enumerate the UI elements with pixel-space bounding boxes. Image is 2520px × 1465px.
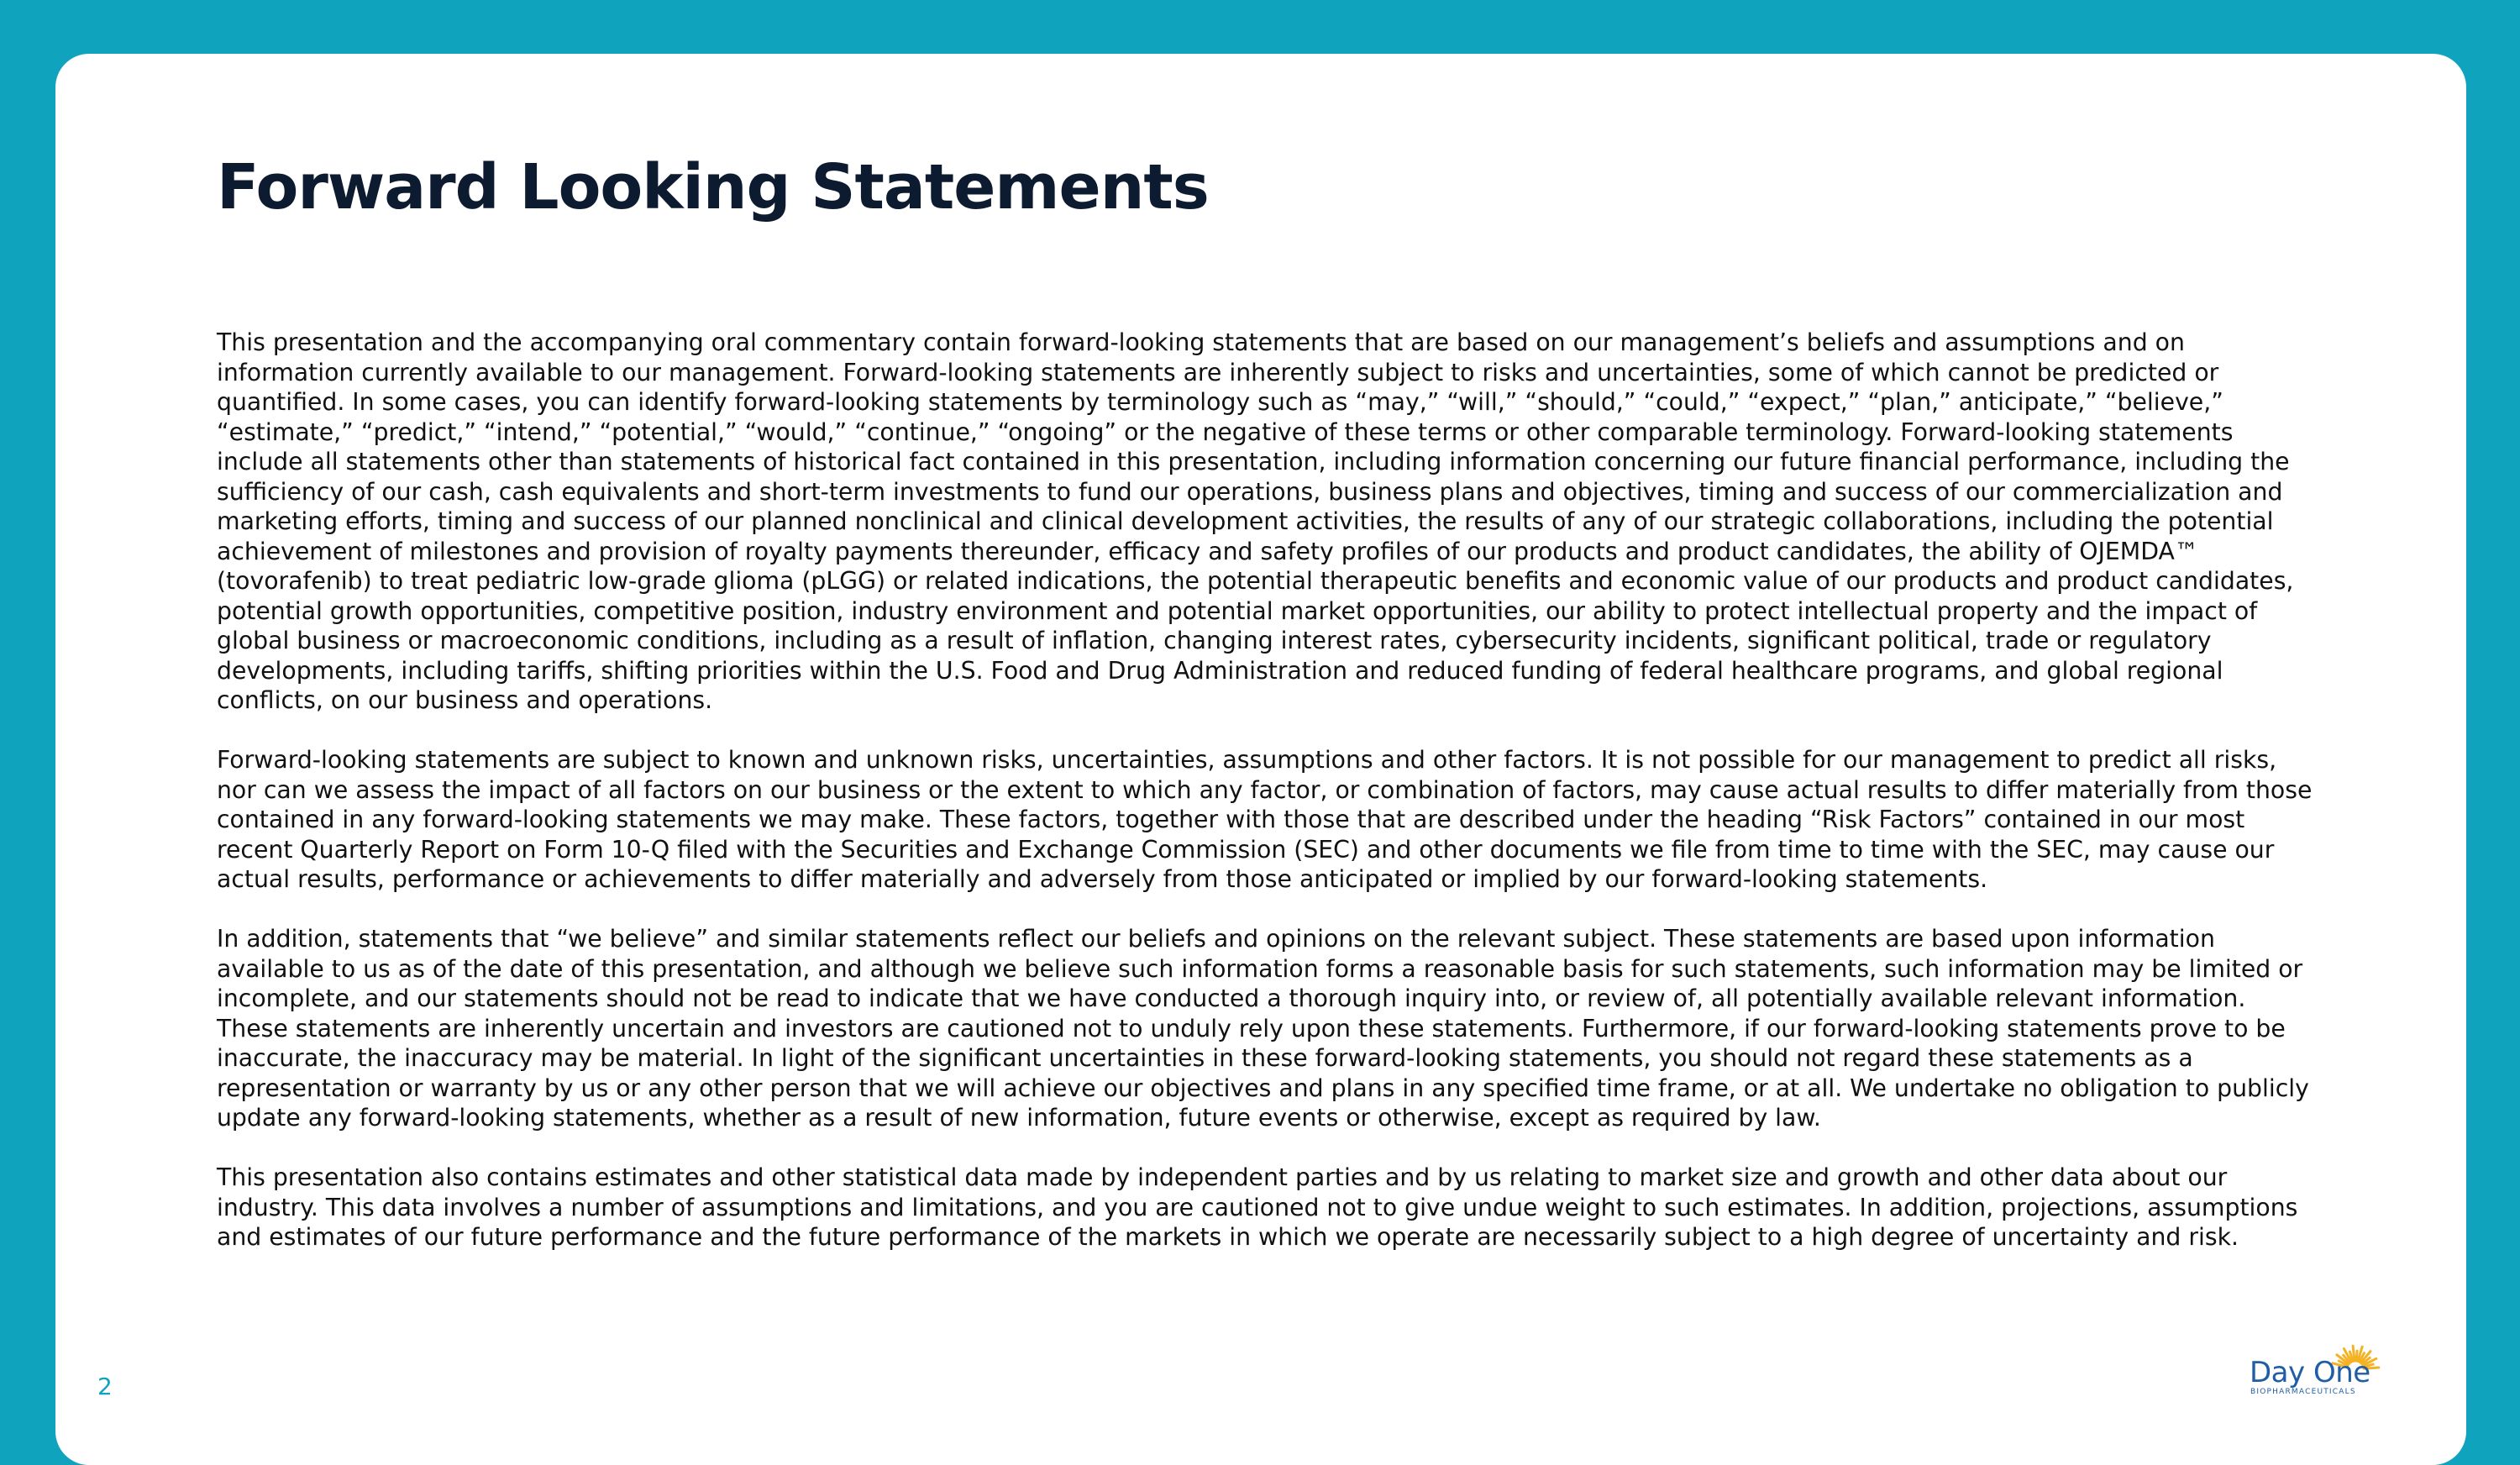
company-logo bbox=[2248, 1331, 2391, 1398]
paragraph-risks: Forward-looking statements are subject to known and unknown risks, uncertainties, assumptions and other factors. It is not possible for our management to predict all risks, nor can we assess the impact of all factors on our business or the extent to which any factor, or combination of factors, may cause actual results to differ materially from those contained in any forward-looking statements we may make. These factors, together with those that are described under the heading “Risk Factors” contained in our most recent Quarterly Report on Form 10-Q filed with the Securities and Exchange Commission (SEC) and other documents we file from time to time with the SEC, may cause our actual results, performance or achievements to differ materially and adversely from those anticipated or implied by our forward-looking statements. bbox=[217, 746, 2313, 893]
page-number: 2 bbox=[97, 1373, 113, 1400]
logo-subtitle: BIOPHARMACEUTICALS bbox=[2250, 1388, 2356, 1396]
paragraph-forward-looking-intro: This presentation and the accompanying oral commentary contain forward-looking statements that are based on our management’s beliefs and assumptions and on information currently available to our management. Forward-looking statements are inherently subject to risks and uncertainties, some of which cannot be predicted or quantified. In some cases, you can identify forward-looking statements by terminology such as “may,” “will,” “should,” “could,” “expect,” “plan,” anticipate,” “believe,” “estimate,” “predict,” “intend,” “potential,” “would,” “continue,” “ongoing” or the negative of these terms or other comparable terminology. Forward-looking statements include all statements other than statements of historical fact contained in this presentation, including information concerning our future financial performance, including the sufficiency of our cash, cash equivalents and short-term investments to fund our operations, business plans and objectives, timing and success of our commercialization and marketing efforts, timing and success of our planned nonclinical and clinical development activities, the results of any of our strategic collaborations, including the potential achievement of milestones and provision of royalty payments thereunder, efficacy and safety profiles of our products and product candidates, the ability of OJEMDA™ (tovorafenib) to treat pediatric low-grade glioma (pLGG) or related indications, the potential therapeutic benefits and economic value of our products and product candidates, potential growth opportunities, competitive position, industry environment and potential market opportunities, our ability to protect intellectual property and the impact of global business or macroeconomic conditions, including as a result of inflation, changing interest rates, cybersecurity incidents, significant political, trade or regulatory developments, including tariffs, shifting priorities within the U.S. Food and Drug Administration and reduced funding of federal healthcare programs, and global regional conflicts, on our business and operations. bbox=[217, 328, 2294, 714]
paragraph-estimates: This presentation also contains estimates and other statistical data made by independent parties and by us relating to market size and growth and other data about our industry. This data involves a number of assumptions and limitations, and you are cautioned not to give undue weight to such estimates. In addition, projections, assumptions and estimates of our future performance and the future performance of the markets in which we operate are necessarily subject to a high degree of uncertainty and risk. bbox=[217, 1163, 2298, 1251]
paragraph-beliefs: In addition, statements that “we believe” and similar statements reflect our beliefs and opinions on the relevant subject. These statements are based upon information available to us as of the date of this presentation, and although we believe such information forms a reasonable basis for such statements, such information may be limited or incomplete, and our statements should not be read to indicate that we have conducted a thorough inquiry into, or review of, all potentially available relevant information. These statements are inherently uncertain and investors are cautioned not to unduly rely upon these statements. Furthermore, if our forward-looking statements prove to be inaccurate, the inaccuracy may be material. In light of the significant uncertainties in these forward-looking statements, you should not regard these statements as a representation or warranty by us or any other person that we will achieve our objectives and plans in any specified time frame, or at all. We undertake no obligation to publicly update any forward-looking statements, whether as a result of new information, future events or otherwise, except as required by law. bbox=[217, 925, 2309, 1132]
disclaimer-body bbox=[217, 328, 2317, 1282]
slide-title: Forward Looking Statements bbox=[217, 151, 1209, 223]
logo-wordmark: Day One bbox=[2250, 1356, 2370, 1389]
